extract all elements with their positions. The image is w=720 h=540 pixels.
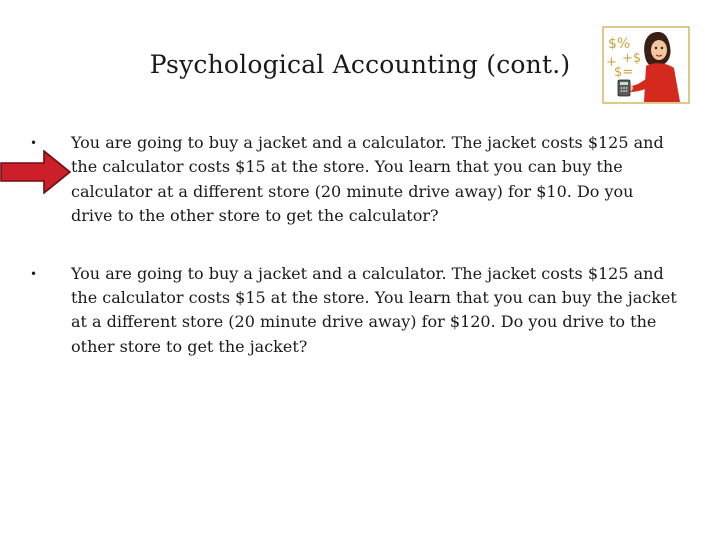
bullet-text: You are going to buy a jacket and a calculator. The jacket costs $125 and the calculator costs $15 at the store. You learn that you can buy the jacket at a different store (20 minute drive away) for $120. Do you drive to the other store to get the jacket? <box>71 263 677 356</box>
woman-with-calculator-icon <box>600 26 692 106</box>
bullet-mark: • <box>30 136 38 150</box>
svg-text:+$: +$ <box>622 51 642 66</box>
page-title: Psychological Accounting (cont.) <box>149 50 571 79</box>
bullet-mark: • <box>30 266 38 281</box>
svg-text:+: + <box>606 55 617 70</box>
svg-text:$=: $= <box>614 65 634 80</box>
bullet-text: You are going to buy a jacket and a calculator. The jacket costs $125 and the calculator costs $15 at the store. You learn that you can buy the calculator at a different store (20 minute drive away) for $10. Do you drive to the other store to get the calculator? <box>71 133 664 226</box>
bullet-item-jacket <box>30 262 680 360</box>
svg-text:$%: $% <box>608 36 631 52</box>
bullet-list <box>30 131 680 359</box>
bullet-item-calculator <box>30 131 680 229</box>
